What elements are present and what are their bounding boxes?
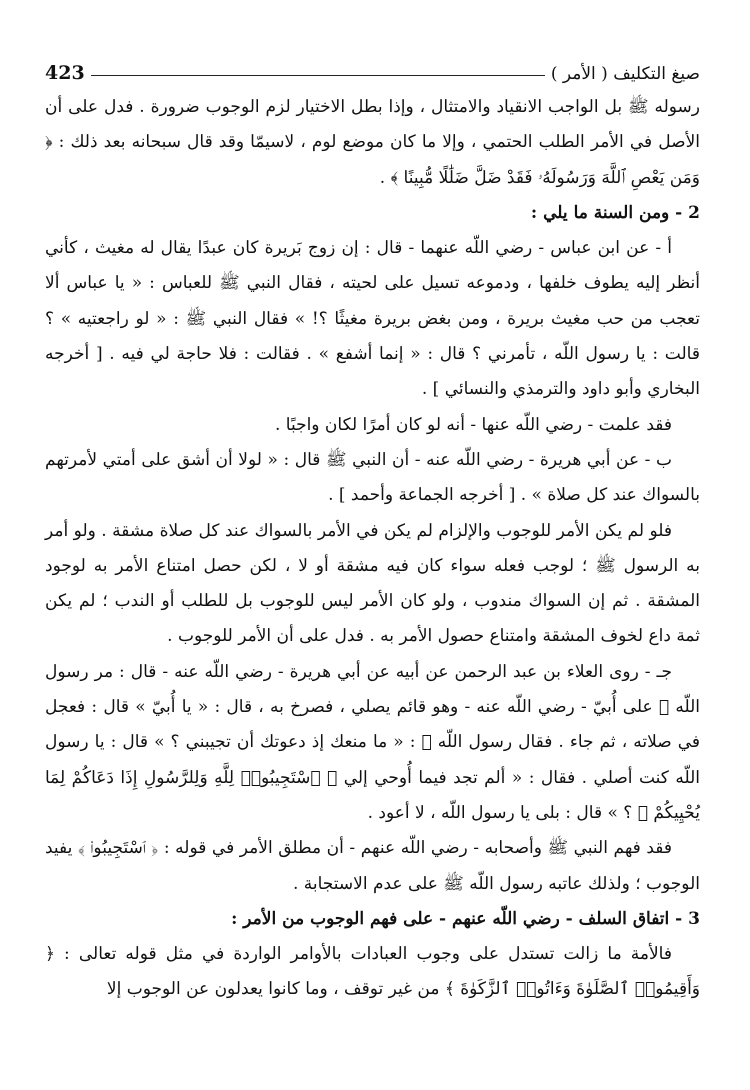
paragraph-ibn-abbas-hadith: أ - عن ابن عباس - رضي اللّه عنهما - قال : إن زوج بَريرة كان عبدًا يقال له مغيث ، كأني أنظر إليه يطوف خلفها ، ودموعه تسيل على لحيته ، فقال النبي ﷺ للعباس : « يا عباس ألا تعجب من حب مغيث بريرة ، ومن بغض بريرة مغيثًا ؟! » فقال النبي ﷺ : « لو راجعتيه » ؟ قالت : يا رسول اللّه ، تأمرني ؟ قال : « إنما أشفع » . فقالت : فلا حاجة لي فيه . [ أخرجه البخاري وأبو داود والترمذي والنسائي ] .	[45, 238, 700, 400]
section-heading-salaf: 3 - اتفاق السلف - رضي اللّه عنهم - على فهم الوجوب من الأمر :	[231, 908, 700, 929]
paragraph-barira-inference: فقد علمت - رضي اللّه عنها - أنه لو كان أمرًا لكان واجبًا .	[274, 414, 672, 435]
paragraph-continuation: رسوله ﷺ بل الواجب الانقياد والامتثال ، وإذا بطل الاختيار لزم الوجوب ضرورة . فدل على أن الأصل في الأمر الطلب الحتمي ، وإلا ما كان موضع لوم ، لاسيمّا وقد قال سبحانه بعد ذلك : ﴿ وَمَن يَعْصِ ٱللَّهَ وَرَسُولَهُۥ فَقَدْ ضَلَّ ضَلَٰلًا مُّبِينًا ﴾ .	[45, 97, 700, 188]
header-rule	[91, 75, 545, 76]
book-page	[45, 52, 700, 1008]
page-body	[45, 90, 700, 1008]
paragraph-siwak-inference: فلو لم يكن الأمر للوجوب والإلزام لم يكن في الأمر بالسواك عند كل صلاة مشقة . ولو أمر به الرسول ﷺ ؛ لوجب فعله سواء كان فيه مشقة أو لا ، لكن حصل امتناع الأمر به لوجود المشقة . ثم إن السواك مندوب ، ولو كان الأمر ليس للوجوب بل للطلب أو الندب ؛ لم يكن ثمة داع لخوف المشقة وامتناع حصول الأمر به . فدل على أن الأمر للوجوب .	[45, 520, 700, 647]
page-number: 423	[45, 62, 85, 84]
running-header-title: صيغ التكليف ( الأمر )	[550, 64, 700, 84]
paragraph-siwak-hadith: ب - عن أبي هريرة - رضي اللّه عنه - أن النبي ﷺ قال : « لولا أن أشق على أمتي لأمرتهم بالسواك عند كل صلاة » . [ أخرجه الجماعة وأحمد ] .	[45, 449, 700, 506]
running-header	[45, 52, 700, 84]
paragraph-ubayy-inference: فقد فهم النبي ﷺ وأصحابه - رضي اللّه عنهم - أن مطلق الأمر في قوله : ﴿ ٱسْتَجِيبُوا۟ ﴾ يفيد الوجوب ؛ ولذلك عاتبه رسول اللّه ﷺ على عدم الاستجابة .	[45, 838, 700, 894]
paragraph-ubayy-hadith: جـ - روى العلاء بن عبد الرحمن عن أبيه عن أبي هريرة - رضي اللّه عنه - قال : مر رسول اللّه ﷺ على أُبيّ - رضي اللّه عنه - وهو قائم يصلي ، فصرخ به ، قال : « يا أُبيّ » قال : فعجل في صلاته ، ثم جاء . فقال رسول اللّه ﷺ : « ما منعك إذ دعوتك أن تجيبني ؟ » قال : يا رسول اللّه كنت أصلي . فقال : « ألم تجد فيما أُوحي إلي ﴿ ٱسْتَجِيبُوا۟ لِلَّهِ وَلِلرَّسُولِ إِذَا دَعَاكُمْ لِمَا يُحْيِيكُمْ ﴾ ؟ » قال : بلى يا رسول اللّه ، لا أعود .	[45, 661, 700, 823]
section-heading-sunnah: 2 - ومن السنة ما يلي :	[530, 202, 700, 223]
paragraph-ummah-consensus: فالأمة ما زالت تستدل على وجوب العبادات بالأوامر الواردة في مثل قوله تعالى : ﴿ وَأَقِيمُوا۟ ٱلصَّلَوٰةَ وَءَاتُوا۟ ٱلزَّكَوٰةَ ﴾ من غير توقف ، وما كانوا يعدلون عن الوجوب إلا	[45, 944, 700, 1000]
